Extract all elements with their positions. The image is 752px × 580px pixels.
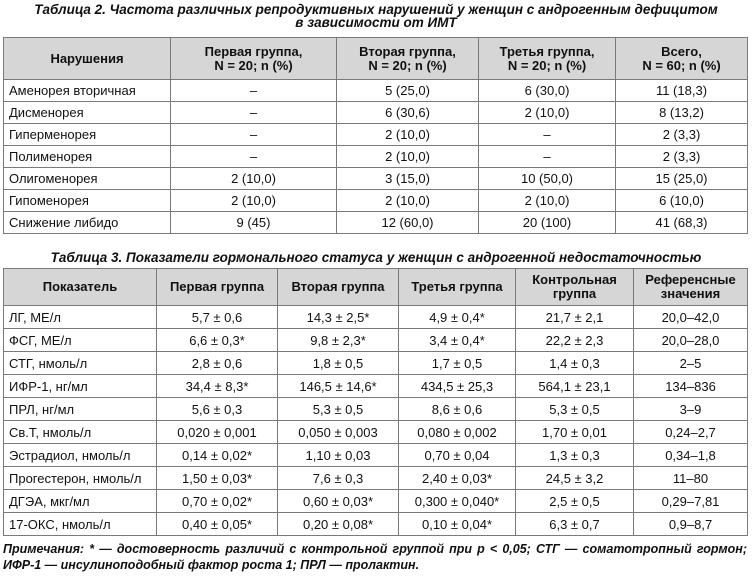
value-cell: 2 (3,3) [616,146,748,168]
value-cell: 21,7 ± 2,1 [516,306,634,329]
table2-header-cell: Третья группа, N = 20; n (%) [479,38,616,80]
value-cell: 11–80 [634,467,748,490]
value-cell: 2 (10,0) [479,190,616,212]
table2-caption-line1: Таблица 2. Частота различных репродуктивных нарушений у женщин с андрогенным дефицитом [34,2,718,17]
value-cell: 434,5 ± 25,3 [399,375,516,398]
value-cell: 6 (10,0) [616,190,748,212]
row-label-cell: Эстрадиол, нмоль/л [4,444,157,467]
value-cell: 0,14 ± 0,02* [157,444,278,467]
value-cell: 9 (45) [171,212,337,234]
value-cell: 0,34–1,8 [634,444,748,467]
value-cell: 10 (50,0) [479,168,616,190]
row-label-cell: ФСГ, МЕ/л [4,329,157,352]
value-cell: 20,0–28,0 [634,329,748,352]
table2-header-cell: Нарушения [4,38,171,80]
value-cell: 5,3 ± 0,5 [278,398,399,421]
value-cell: 41 (68,3) [616,212,748,234]
value-cell: 0,050 ± 0,003 [278,421,399,444]
value-cell: 146,5 ± 14,6* [278,375,399,398]
row-label-cell: Полименорея [4,146,171,168]
value-cell: 2 (10,0) [171,190,337,212]
table3-header-cell: Третья группа [399,269,516,306]
value-cell: 7,6 ± 0,3 [278,467,399,490]
value-cell: 11 (18,3) [616,80,748,102]
value-cell: 12 (60,0) [337,212,479,234]
table-row [4,375,748,398]
table3-header-cell: Показатель [4,269,157,306]
value-cell: 564,1 ± 23,1 [516,375,634,398]
table-notes: Примечания: * — достоверность различий с контрольной группой при р < 0,05; СТГ — соматотропный гормон; ИФР-1 — инсулиноподобный фактор роста 1; ПРЛ — пролактин. [3,542,747,572]
value-cell: 20,0–42,0 [634,306,748,329]
value-cell: 0,24–2,7 [634,421,748,444]
value-cell: 3 (15,0) [337,168,479,190]
value-cell: 6 (30,6) [337,102,479,124]
table-row [4,80,748,102]
value-cell: 2 (10,0) [337,190,479,212]
value-cell: 1,50 ± 0,03* [157,467,278,490]
row-label-cell: ИФР-1, нг/мл [4,375,157,398]
row-label-cell: Прогестерон, нмоль/л [4,467,157,490]
row-label-cell: Дисменорея [4,102,171,124]
value-cell: – [479,124,616,146]
table3-caption: Таблица 3. Показатели гормонального статуса у женщин с андрогенной недостаточностью [50,250,702,265]
value-cell: – [171,124,337,146]
value-cell: 0,20 ± 0,08* [278,513,399,536]
table-row [4,124,748,146]
value-cell: – [171,146,337,168]
value-cell: 0,29–7,81 [634,490,748,513]
value-cell: 6,6 ± 0,3* [157,329,278,352]
value-cell: 0,020 ± 0,001 [157,421,278,444]
value-cell: 2,8 ± 0,6 [157,352,278,375]
table2-header-cell: Первая группа, N = 20; n (%) [171,38,337,80]
table-row [4,490,748,513]
value-cell: – [171,102,337,124]
value-cell: – [171,80,337,102]
value-cell: 8 (13,2) [616,102,748,124]
value-cell: 5,6 ± 0,3 [157,398,278,421]
value-cell: 0,080 ± 0,002 [399,421,516,444]
value-cell: 5,3 ± 0,5 [516,398,634,421]
value-cell: 2 (10,0) [337,146,479,168]
value-cell: 1,8 ± 0,5 [278,352,399,375]
value-cell: 2,5 ± 0,5 [516,490,634,513]
row-label-cell: Гипоменорея [4,190,171,212]
table-row [4,306,748,329]
table3-header-cell: Контрольная группа [516,269,634,306]
value-cell: 0,60 ± 0,03* [278,490,399,513]
value-cell: 2 (10,0) [337,124,479,146]
value-cell: 134–836 [634,375,748,398]
table-row [4,513,748,536]
row-label-cell: ДГЭА, мкг/мл [4,490,157,513]
value-cell: 5,7 ± 0,6 [157,306,278,329]
value-cell: 22,2 ± 2,3 [516,329,634,352]
row-label-cell: Олигоменорея [4,168,171,190]
value-cell: 0,70 ± 0,04 [399,444,516,467]
value-cell: 3–9 [634,398,748,421]
value-cell: 15 (25,0) [616,168,748,190]
value-cell: 0,300 ± 0,040* [399,490,516,513]
row-label-cell: Аменорея вторичная [4,80,171,102]
value-cell: 24,5 ± 3,2 [516,467,634,490]
value-cell: 0,70 ± 0,02* [157,490,278,513]
value-cell: 0,10 ± 0,04* [399,513,516,536]
value-cell: 1,10 ± 0,03 [278,444,399,467]
value-cell: – [479,146,616,168]
table3-header-cell: Вторая группа [278,269,399,306]
table2-caption-line2: в зависимости от ИМТ [295,15,457,30]
value-cell: 0,9–8,7 [634,513,748,536]
value-cell: 0,40 ± 0,05* [157,513,278,536]
table-row [4,444,748,467]
row-label-cell: Снижение либидо [4,212,171,234]
value-cell: 8,6 ± 0,6 [399,398,516,421]
table3-header-row [4,269,748,306]
value-cell: 1,3 ± 0,3 [516,444,634,467]
value-cell: 5 (25,0) [337,80,479,102]
row-label-cell: 17-ОКС, нмоль/л [4,513,157,536]
row-label-cell: ПРЛ, нг/мл [4,398,157,421]
value-cell: 6 (30,0) [479,80,616,102]
table-row [4,421,748,444]
value-cell: 20 (100) [479,212,616,234]
value-cell: 2 (3,3) [616,124,748,146]
value-cell: 2–5 [634,352,748,375]
value-cell: 14,3 ± 2,5* [278,306,399,329]
value-cell: 2,40 ± 0,03* [399,467,516,490]
table-row [4,352,748,375]
table-row [4,190,748,212]
row-label-cell: Гиперменорея [4,124,171,146]
value-cell: 34,4 ± 8,3* [157,375,278,398]
value-cell: 2 (10,0) [171,168,337,190]
table2-header-cell: Вторая группа, N = 20; n (%) [337,38,479,80]
value-cell: 4,9 ± 0,4* [399,306,516,329]
table2-reproductive-disorders [3,37,748,234]
value-cell: 3,4 ± 0,4* [399,329,516,352]
table-row [4,212,748,234]
row-label-cell: Св.Т, нмоль/л [4,421,157,444]
table3-header-cell: Референсные значения [634,269,748,306]
table-row [4,467,748,490]
row-label-cell: СТГ, нмоль/л [4,352,157,375]
table2-header-cell: Всего, N = 60; n (%) [616,38,748,80]
table2-caption [0,3,752,29]
value-cell: 6,3 ± 0,7 [516,513,634,536]
table-row [4,329,748,352]
table2-header-row [4,38,748,80]
table-row [4,168,748,190]
value-cell: 9,8 ± 2,3* [278,329,399,352]
table-row [4,146,748,168]
table3-header-cell: Первая группа [157,269,278,306]
table-row [4,398,748,421]
value-cell: 1,4 ± 0,3 [516,352,634,375]
value-cell: 1,70 ± 0,01 [516,421,634,444]
table3-hormonal-status [3,268,748,536]
value-cell: 2 (10,0) [479,102,616,124]
value-cell: 1,7 ± 0,5 [399,352,516,375]
table-row [4,102,748,124]
row-label-cell: ЛГ, МЕ/л [4,306,157,329]
